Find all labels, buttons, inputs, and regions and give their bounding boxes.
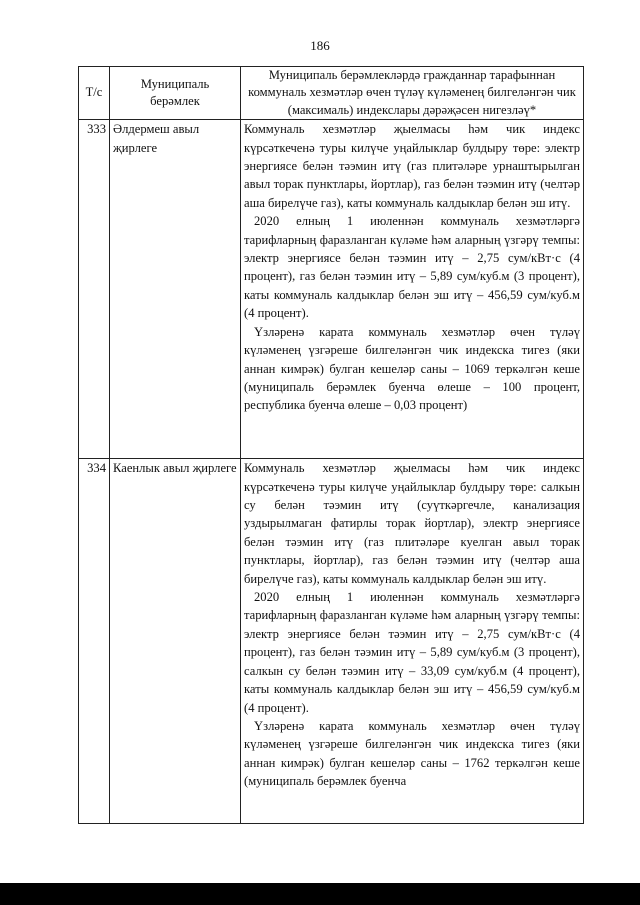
header-description: Муниципаль берәмлекләрдә гражданнар тарафыннан коммуналь хезмәтләр өчен түләү күләменең билгеләнгән чик (максималь) индекслары дәрәҗәсен нигезләү* — [241, 67, 584, 120]
row-number: 333 — [79, 120, 110, 459]
municipality-name: Әлдермеш авыл җирлеге — [110, 120, 241, 459]
description-paragraph: Коммуналь хезмәтләр җыелмасы һәм чик индекс күрсәткеченә туры килүче уңайлыклар булдыру төре: электр энергиясе белән тәэмин итү (газ плитәләре урнаштырылган авыл торак пунктлары, йортлар), газ белән тәэмин итү (челтәр аша бирелүче газ), каты коммуналь калдыклар белән эш итү. — [244, 122, 580, 210]
header-number: Т/с — [79, 67, 110, 120]
description-paragraph: Үзләренә карата коммуналь хезмәтләр өчен түләү күләменең үзгәреше билгеләнгән чик индекска тигез (яки аннан кимрәк) булган кешеләр саны – 1069 теркәлгән кеше (муниципаль берәмлек буенча өлеше – 100 процент, республика буенча өлеше – 0,03 процент) — [244, 324, 580, 413]
table-row — [79, 459, 584, 824]
page-number: 186 — [310, 38, 330, 53]
table-header-row — [79, 67, 584, 120]
description-paragraph: 2020 елның 1 июленнән коммуналь хезмәтләргә тарифларның фаразланган күләме һәм аларның үзгәрү темпы: электр энергиясе белән тәэмин итү – 2,75 сум/кВт·с (4 процент), газ белән тәэмин итү – 5,89 сум/куб.м (3 процент), салкын су белән тәэмин итү – 33,09 сум/куб.м (4 процент), каты коммуналь калдыклар белән эш итү – 456,59 сум/куб.м (4 процент). — [244, 590, 580, 715]
scan-edge-bar — [0, 883, 640, 905]
row-description — [241, 459, 584, 824]
municipality-name: Каенлык авыл җирлеге — [110, 459, 241, 824]
header-municipality: Муниципаль берәмлек — [110, 67, 241, 120]
description-paragraph: Үзләренә карата коммуналь хезмәтләр өчен түләү күләменең үзгәреше билгеләнгән чик индекска тигез (яки аннан кимрәк) булган кешеләр саны – 1762 теркәлгән кеше (муниципаль берәмлек буенча — [244, 718, 580, 789]
description-paragraph: Коммуналь хезмәтләр җыелмасы һәм чик индекс күрсәткеченә туры килүче уңайлыклар булдыру төре: салкын су белән тәэмин итү (суүткәргечле, канализация уздырылмаган фатирлы торак йортлар), электр энергиясе белән тәэмин итү (газ плитәләре куелган авыл торак пунктлары, йортлар), газ белән тәэмин итү (челтәр аша бирелүче газ), каты коммуналь калдыклар белән эш итү. — [244, 461, 580, 586]
table-row — [79, 120, 584, 459]
index-table — [78, 66, 584, 824]
row-description — [241, 120, 584, 459]
description-paragraph: 2020 елның 1 июленнән коммуналь хезмәтләргә тарифларның фаразланган күләме һәм аларның үзгәрү темпы: электр энергиясе белән тәэмин итү – 2,75 сум/кВт·с (4 процент), газ белән тәэмин итү – 5,89 сум/куб.м (3 процент), каты коммуналь калдыклар белән эш итү – 456,59 сум/куб.м (4 процент). — [244, 214, 580, 321]
row-number: 334 — [79, 459, 110, 824]
